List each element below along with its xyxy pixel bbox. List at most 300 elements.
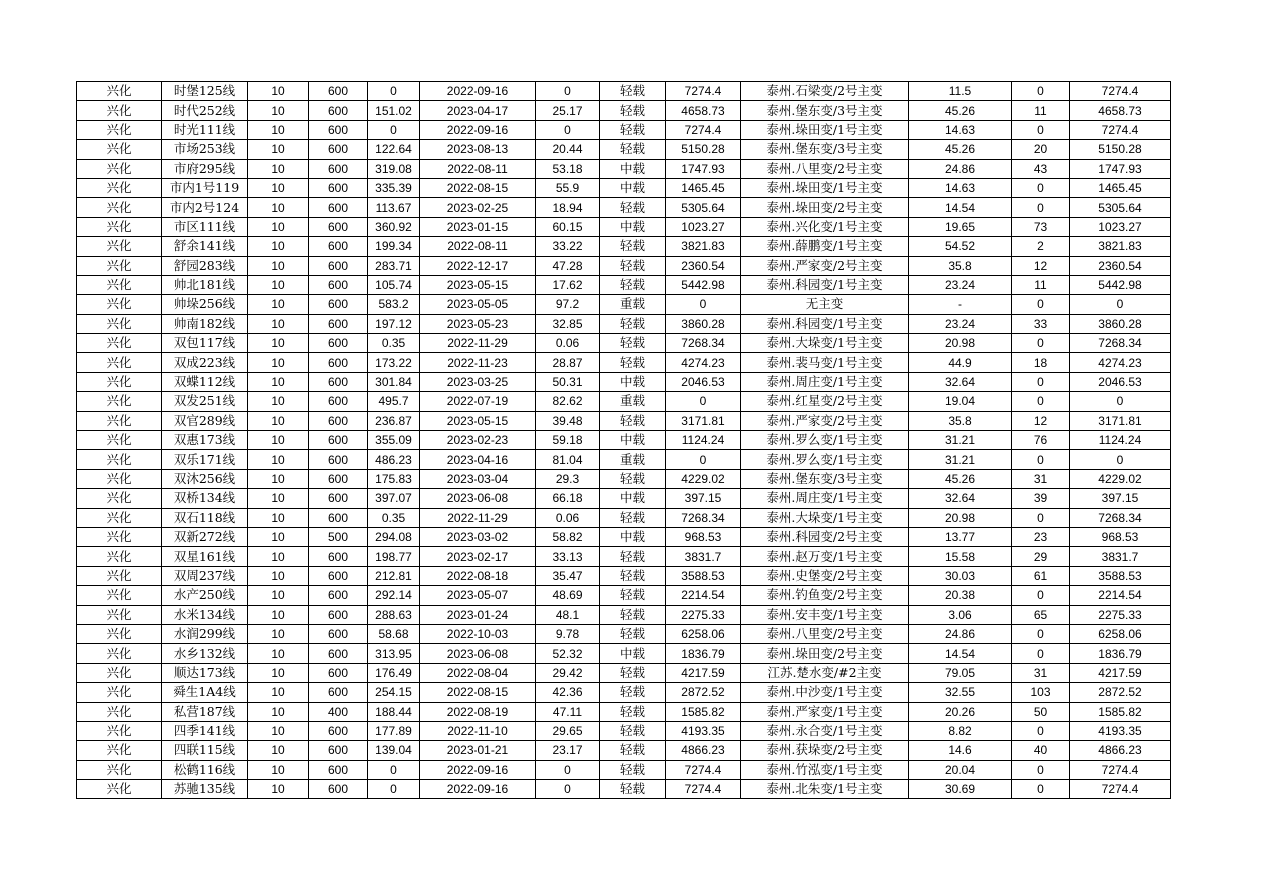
- cell-date: 2022-12-17: [420, 256, 536, 275]
- cell-voltage: 10: [248, 392, 309, 411]
- cell-rated-current: 400: [309, 702, 368, 721]
- cell-capacity-limit: 1585.82: [1070, 702, 1171, 721]
- cell-load-status: 轻载: [600, 624, 666, 643]
- cell-voltage: 10: [248, 489, 309, 508]
- table-row: [77, 721, 1171, 740]
- cell-load-rate: 81.04: [536, 450, 600, 469]
- cell-available-capacity: 2046.53: [666, 372, 741, 391]
- cell-transformer: 泰州.八里变/2号主变: [741, 624, 909, 643]
- cell-load-status: 中载: [600, 372, 666, 391]
- cell-customer-count: 0: [1012, 334, 1070, 353]
- cell-max-current: 0.35: [368, 334, 420, 353]
- cell-max-current: 173.22: [368, 353, 420, 372]
- cell-transformer: 泰州.堡东变/3号主变: [741, 469, 909, 488]
- cell-customer-count: 0: [1012, 780, 1070, 799]
- cell-transformer-load-rate: 32.55: [909, 683, 1012, 702]
- cell-load-status: 轻载: [600, 508, 666, 527]
- cell-max-current: 495.7: [368, 392, 420, 411]
- cell-load-status: 轻载: [600, 237, 666, 256]
- cell-max-current: 139.04: [368, 741, 420, 760]
- cell-load-rate: 33.13: [536, 547, 600, 566]
- cell-date: 2022-09-16: [420, 120, 536, 139]
- cell-transformer: 泰州.科园变/1号主变: [741, 275, 909, 294]
- cell-voltage: 10: [248, 508, 309, 527]
- cell-date: 2023-01-15: [420, 217, 536, 236]
- table-row: [77, 663, 1171, 682]
- cell-transformer-load-rate: 24.86: [909, 624, 1012, 643]
- cell-date: 2023-03-02: [420, 527, 536, 546]
- cell-line-name: 四联115线: [162, 741, 248, 760]
- cell-load-rate: 58.82: [536, 527, 600, 546]
- cell-available-capacity: 5305.64: [666, 198, 741, 217]
- cell-capacity-limit: 7274.4: [1070, 120, 1171, 139]
- cell-transformer: 泰州.严家变/1号主变: [741, 702, 909, 721]
- cell-district: 兴化: [77, 721, 162, 740]
- cell-transformer: 泰州.竹泓变/1号主变: [741, 760, 909, 779]
- cell-rated-current: 600: [309, 566, 368, 585]
- cell-district: 兴化: [77, 334, 162, 353]
- cell-available-capacity: 1836.79: [666, 644, 741, 663]
- cell-max-current: 313.95: [368, 644, 420, 663]
- cell-line-name: 四季141线: [162, 721, 248, 740]
- cell-capacity-limit: 7274.4: [1070, 780, 1171, 799]
- cell-date: 2023-03-04: [420, 469, 536, 488]
- cell-rated-current: 600: [309, 353, 368, 372]
- cell-max-current: 0: [368, 780, 420, 799]
- cell-line-name: 苏驰135线: [162, 780, 248, 799]
- cell-load-rate: 82.62: [536, 392, 600, 411]
- cell-date: 2023-01-21: [420, 741, 536, 760]
- cell-date: 2022-10-03: [420, 624, 536, 643]
- cell-transformer: 泰州.红星变/2号主变: [741, 392, 909, 411]
- cell-rated-current: 600: [309, 295, 368, 314]
- cell-transformer-load-rate: 32.64: [909, 489, 1012, 508]
- cell-rated-current: 600: [309, 586, 368, 605]
- cell-transformer-load-rate: 20.98: [909, 508, 1012, 527]
- cell-district: 兴化: [77, 198, 162, 217]
- cell-transformer: 泰州.获垛变/2号主变: [741, 741, 909, 760]
- cell-transformer: 泰州.垛田变/1号主变: [741, 120, 909, 139]
- cell-transformer-load-rate: 30.69: [909, 780, 1012, 799]
- cell-capacity-limit: 7274.4: [1070, 82, 1171, 101]
- cell-voltage: 10: [248, 353, 309, 372]
- cell-load-status: 轻载: [600, 586, 666, 605]
- cell-voltage: 10: [248, 586, 309, 605]
- cell-load-rate: 47.11: [536, 702, 600, 721]
- cell-load-status: 重载: [600, 295, 666, 314]
- cell-district: 兴化: [77, 353, 162, 372]
- cell-capacity-limit: 4229.02: [1070, 469, 1171, 488]
- cell-transformer: 泰州.垛田变/2号主变: [741, 644, 909, 663]
- cell-max-current: 360.92: [368, 217, 420, 236]
- cell-line-name: 市场253线: [162, 140, 248, 159]
- cell-capacity-limit: 1023.27: [1070, 217, 1171, 236]
- cell-load-status: 轻载: [600, 741, 666, 760]
- cell-customer-count: 29: [1012, 547, 1070, 566]
- cell-transformer-load-rate: 35.8: [909, 411, 1012, 430]
- cell-capacity-limit: 968.53: [1070, 527, 1171, 546]
- cell-max-current: 197.12: [368, 314, 420, 333]
- cell-available-capacity: 1747.93: [666, 159, 741, 178]
- cell-date: 2023-04-17: [420, 101, 536, 120]
- cell-district: 兴化: [77, 663, 162, 682]
- cell-load-status: 轻载: [600, 780, 666, 799]
- cell-line-name: 时代252线: [162, 101, 248, 120]
- cell-district: 兴化: [77, 469, 162, 488]
- cell-line-name: 双新272线: [162, 527, 248, 546]
- cell-district: 兴化: [77, 392, 162, 411]
- cell-load-rate: 48.1: [536, 605, 600, 624]
- cell-capacity-limit: 7268.34: [1070, 334, 1171, 353]
- cell-max-current: 0.35: [368, 508, 420, 527]
- cell-rated-current: 600: [309, 508, 368, 527]
- cell-load-status: 轻载: [600, 683, 666, 702]
- cell-load-status: 轻载: [600, 275, 666, 294]
- cell-load-rate: 17.62: [536, 275, 600, 294]
- cell-voltage: 10: [248, 431, 309, 450]
- cell-transformer: 泰州.八里变/2号主变: [741, 159, 909, 178]
- cell-load-rate: 39.48: [536, 411, 600, 430]
- cell-voltage: 10: [248, 760, 309, 779]
- cell-rated-current: 600: [309, 683, 368, 702]
- cell-load-rate: 97.2: [536, 295, 600, 314]
- cell-capacity-limit: 4193.35: [1070, 721, 1171, 740]
- cell-load-status: 轻载: [600, 353, 666, 372]
- cell-voltage: 10: [248, 140, 309, 159]
- cell-date: 2022-08-11: [420, 237, 536, 256]
- cell-transformer-load-rate: 11.5: [909, 82, 1012, 101]
- cell-load-rate: 0: [536, 82, 600, 101]
- cell-voltage: 10: [248, 527, 309, 546]
- cell-load-rate: 0: [536, 760, 600, 779]
- cell-available-capacity: 1585.82: [666, 702, 741, 721]
- cell-max-current: 397.07: [368, 489, 420, 508]
- cell-line-name: 市府295线: [162, 159, 248, 178]
- cell-district: 兴化: [77, 683, 162, 702]
- cell-transformer: 泰州.赵万变/1号主变: [741, 547, 909, 566]
- cell-rated-current: 600: [309, 372, 368, 391]
- cell-rated-current: 600: [309, 489, 368, 508]
- cell-customer-count: 76: [1012, 431, 1070, 450]
- cell-customer-count: 0: [1012, 392, 1070, 411]
- cell-date: 2022-08-15: [420, 178, 536, 197]
- cell-transformer-load-rate: 15.58: [909, 547, 1012, 566]
- cell-available-capacity: 3588.53: [666, 566, 741, 585]
- table-row: [77, 683, 1171, 702]
- cell-line-name: 双桥134线: [162, 489, 248, 508]
- cell-date: 2023-08-13: [420, 140, 536, 159]
- cell-line-name: 双惠173线: [162, 431, 248, 450]
- cell-district: 兴化: [77, 372, 162, 391]
- cell-max-current: 198.77: [368, 547, 420, 566]
- cell-line-name: 双蝶112线: [162, 372, 248, 391]
- cell-load-rate: 0: [536, 780, 600, 799]
- cell-voltage: 10: [248, 450, 309, 469]
- table-row: [77, 334, 1171, 353]
- cell-max-current: 301.84: [368, 372, 420, 391]
- cell-transformer: 泰州.大垛变/1号主变: [741, 508, 909, 527]
- cell-load-rate: 55.9: [536, 178, 600, 197]
- cell-voltage: 10: [248, 295, 309, 314]
- cell-transformer: 泰州.中沙变/1号主变: [741, 683, 909, 702]
- cell-transformer: 泰州.科园变/2号主变: [741, 527, 909, 546]
- cell-line-name: 双包117线: [162, 334, 248, 353]
- cell-district: 兴化: [77, 566, 162, 585]
- cell-transformer-load-rate: 31.21: [909, 431, 1012, 450]
- cell-rated-current: 600: [309, 644, 368, 663]
- cell-customer-count: 31: [1012, 663, 1070, 682]
- cell-district: 兴化: [77, 644, 162, 663]
- cell-district: 兴化: [77, 140, 162, 159]
- cell-transformer: 泰州.科园变/1号主变: [741, 314, 909, 333]
- cell-district: 兴化: [77, 508, 162, 527]
- cell-rated-current: 600: [309, 411, 368, 430]
- cell-max-current: 294.08: [368, 527, 420, 546]
- cell-capacity-limit: 5442.98: [1070, 275, 1171, 294]
- cell-transformer-load-rate: 14.54: [909, 644, 1012, 663]
- cell-load-status: 中载: [600, 489, 666, 508]
- cell-available-capacity: 2360.54: [666, 256, 741, 275]
- cell-line-name: 水乡132线: [162, 644, 248, 663]
- cell-date: 2023-01-24: [420, 605, 536, 624]
- cell-customer-count: 65: [1012, 605, 1070, 624]
- cell-date: 2022-11-10: [420, 721, 536, 740]
- cell-date: 2022-09-16: [420, 82, 536, 101]
- cell-transformer: 无主变: [741, 295, 909, 314]
- cell-voltage: 10: [248, 702, 309, 721]
- cell-capacity-limit: 4866.23: [1070, 741, 1171, 760]
- cell-transformer: 泰州.垛田变/1号主变: [741, 178, 909, 197]
- cell-max-current: 355.09: [368, 431, 420, 450]
- cell-transformer-load-rate: 8.82: [909, 721, 1012, 740]
- cell-transformer: 泰州.兴化变/1号主变: [741, 217, 909, 236]
- table-row: [77, 392, 1171, 411]
- cell-line-name: 舜生1A4线: [162, 683, 248, 702]
- table-row: [77, 178, 1171, 197]
- cell-rated-current: 600: [309, 275, 368, 294]
- cell-capacity-limit: 1465.45: [1070, 178, 1171, 197]
- cell-rated-current: 600: [309, 624, 368, 643]
- cell-date: 2023-02-25: [420, 198, 536, 217]
- cell-customer-count: 0: [1012, 508, 1070, 527]
- table-row: [77, 644, 1171, 663]
- cell-district: 兴化: [77, 120, 162, 139]
- cell-transformer: 泰州.严家变/2号主变: [741, 411, 909, 430]
- cell-max-current: 486.23: [368, 450, 420, 469]
- cell-max-current: 236.87: [368, 411, 420, 430]
- cell-rated-current: 600: [309, 198, 368, 217]
- cell-rated-current: 600: [309, 314, 368, 333]
- table-row: [77, 760, 1171, 779]
- cell-line-name: 水产250线: [162, 586, 248, 605]
- cell-transformer-load-rate: 54.52: [909, 237, 1012, 256]
- cell-load-rate: 42.36: [536, 683, 600, 702]
- cell-max-current: 188.44: [368, 702, 420, 721]
- cell-line-name: 市内1号119: [162, 178, 248, 197]
- cell-max-current: 151.02: [368, 101, 420, 120]
- cell-customer-count: 20: [1012, 140, 1070, 159]
- cell-load-rate: 0.06: [536, 334, 600, 353]
- cell-transformer-load-rate: 23.24: [909, 275, 1012, 294]
- cell-capacity-limit: 1124.24: [1070, 431, 1171, 450]
- cell-max-current: 122.64: [368, 140, 420, 159]
- cell-capacity-limit: 6258.06: [1070, 624, 1171, 643]
- cell-rated-current: 600: [309, 431, 368, 450]
- cell-max-current: 105.74: [368, 275, 420, 294]
- cell-capacity-limit: 2214.54: [1070, 586, 1171, 605]
- cell-date: 2022-09-16: [420, 780, 536, 799]
- cell-load-rate: 0: [536, 120, 600, 139]
- cell-customer-count: 0: [1012, 178, 1070, 197]
- cell-available-capacity: 3171.81: [666, 411, 741, 430]
- cell-available-capacity: 0: [666, 392, 741, 411]
- cell-max-current: 58.68: [368, 624, 420, 643]
- table-row: [77, 353, 1171, 372]
- cell-transformer-load-rate: 31.21: [909, 450, 1012, 469]
- cell-voltage: 10: [248, 683, 309, 702]
- cell-available-capacity: 1465.45: [666, 178, 741, 197]
- table-row: [77, 702, 1171, 721]
- cell-district: 兴化: [77, 780, 162, 799]
- cell-transformer-load-rate: 20.38: [909, 586, 1012, 605]
- cell-date: 2023-02-17: [420, 547, 536, 566]
- cell-load-status: 中载: [600, 644, 666, 663]
- cell-voltage: 10: [248, 780, 309, 799]
- cell-load-status: 轻载: [600, 256, 666, 275]
- cell-available-capacity: 3860.28: [666, 314, 741, 333]
- cell-rated-current: 600: [309, 760, 368, 779]
- cell-date: 2023-03-25: [420, 372, 536, 391]
- cell-district: 兴化: [77, 159, 162, 178]
- cell-load-rate: 20.44: [536, 140, 600, 159]
- table-row: [77, 237, 1171, 256]
- cell-line-name: 市内2号124: [162, 198, 248, 217]
- cell-customer-count: 43: [1012, 159, 1070, 178]
- cell-load-status: 轻载: [600, 411, 666, 430]
- cell-available-capacity: 7274.4: [666, 120, 741, 139]
- cell-available-capacity: 1124.24: [666, 431, 741, 450]
- cell-rated-current: 600: [309, 101, 368, 120]
- cell-max-current: 254.15: [368, 683, 420, 702]
- cell-load-status: 轻载: [600, 605, 666, 624]
- cell-voltage: 10: [248, 120, 309, 139]
- cell-capacity-limit: 2046.53: [1070, 372, 1171, 391]
- table-row: [77, 586, 1171, 605]
- cell-load-status: 轻载: [600, 198, 666, 217]
- cell-load-status: 轻载: [600, 82, 666, 101]
- cell-available-capacity: 2275.33: [666, 605, 741, 624]
- cell-line-name: 私营187线: [162, 702, 248, 721]
- cell-customer-count: 0: [1012, 82, 1070, 101]
- cell-available-capacity: 7274.4: [666, 760, 741, 779]
- cell-capacity-limit: 7268.34: [1070, 508, 1171, 527]
- cell-transformer-load-rate: 30.03: [909, 566, 1012, 585]
- table-row: [77, 624, 1171, 643]
- cell-customer-count: 103: [1012, 683, 1070, 702]
- cell-district: 兴化: [77, 314, 162, 333]
- cell-rated-current: 600: [309, 140, 368, 159]
- cell-capacity-limit: 3831.7: [1070, 547, 1171, 566]
- cell-customer-count: 0: [1012, 644, 1070, 663]
- cell-district: 兴化: [77, 411, 162, 430]
- cell-available-capacity: 7268.34: [666, 508, 741, 527]
- cell-available-capacity: 4274.23: [666, 353, 741, 372]
- cell-date: 2023-05-07: [420, 586, 536, 605]
- table-row: [77, 314, 1171, 333]
- cell-load-status: 轻载: [600, 314, 666, 333]
- cell-transformer: 泰州.史堡变/2号主变: [741, 566, 909, 585]
- cell-transformer: 泰州.周庄变/1号主变: [741, 489, 909, 508]
- cell-load-status: 轻载: [600, 760, 666, 779]
- cell-load-rate: 47.28: [536, 256, 600, 275]
- cell-transformer-load-rate: 14.6: [909, 741, 1012, 760]
- cell-customer-count: 33: [1012, 314, 1070, 333]
- cell-line-name: 水米134线: [162, 605, 248, 624]
- cell-max-current: 0: [368, 120, 420, 139]
- table-row: [77, 82, 1171, 101]
- cell-load-status: 中载: [600, 178, 666, 197]
- cell-district: 兴化: [77, 586, 162, 605]
- cell-load-rate: 60.15: [536, 217, 600, 236]
- cell-capacity-limit: 0: [1070, 392, 1171, 411]
- cell-max-current: 113.67: [368, 198, 420, 217]
- cell-load-status: 轻载: [600, 334, 666, 353]
- cell-line-name: 双沐256线: [162, 469, 248, 488]
- cell-transformer-load-rate: 20.26: [909, 702, 1012, 721]
- cell-voltage: 10: [248, 372, 309, 391]
- cell-transformer: 泰州.垛田变/2号主变: [741, 198, 909, 217]
- cell-customer-count: 61: [1012, 566, 1070, 585]
- cell-line-name: 双石118线: [162, 508, 248, 527]
- table-row: [77, 741, 1171, 760]
- cell-load-rate: 25.17: [536, 101, 600, 120]
- cell-available-capacity: 397.15: [666, 489, 741, 508]
- cell-load-status: 中载: [600, 431, 666, 450]
- cell-available-capacity: 7274.4: [666, 780, 741, 799]
- cell-available-capacity: 4229.02: [666, 469, 741, 488]
- cell-transformer: 泰州.罗么变/1号主变: [741, 431, 909, 450]
- cell-transformer-load-rate: 14.63: [909, 120, 1012, 139]
- cell-transformer: 泰州.堡东变/3号主变: [741, 140, 909, 159]
- cell-load-status: 轻载: [600, 469, 666, 488]
- cell-available-capacity: 7268.34: [666, 334, 741, 353]
- cell-max-current: 319.08: [368, 159, 420, 178]
- cell-voltage: 10: [248, 741, 309, 760]
- cell-transformer-load-rate: 14.63: [909, 178, 1012, 197]
- cell-district: 兴化: [77, 275, 162, 294]
- cell-rated-current: 600: [309, 392, 368, 411]
- cell-capacity-limit: 397.15: [1070, 489, 1171, 508]
- cell-transformer-load-rate: 19.65: [909, 217, 1012, 236]
- cell-transformer-load-rate: 23.24: [909, 314, 1012, 333]
- cell-capacity-limit: 3588.53: [1070, 566, 1171, 585]
- table-row: [77, 295, 1171, 314]
- cell-load-rate: 53.18: [536, 159, 600, 178]
- cell-rated-current: 600: [309, 469, 368, 488]
- cell-line-name: 时堡125线: [162, 82, 248, 101]
- cell-max-current: 176.49: [368, 663, 420, 682]
- cell-voltage: 10: [248, 159, 309, 178]
- cell-voltage: 10: [248, 217, 309, 236]
- cell-district: 兴化: [77, 547, 162, 566]
- cell-max-current: 199.34: [368, 237, 420, 256]
- cell-available-capacity: 4658.73: [666, 101, 741, 120]
- table-body: [77, 82, 1171, 799]
- cell-max-current: 175.83: [368, 469, 420, 488]
- cell-customer-count: 18: [1012, 353, 1070, 372]
- cell-district: 兴化: [77, 101, 162, 120]
- cell-rated-current: 600: [309, 82, 368, 101]
